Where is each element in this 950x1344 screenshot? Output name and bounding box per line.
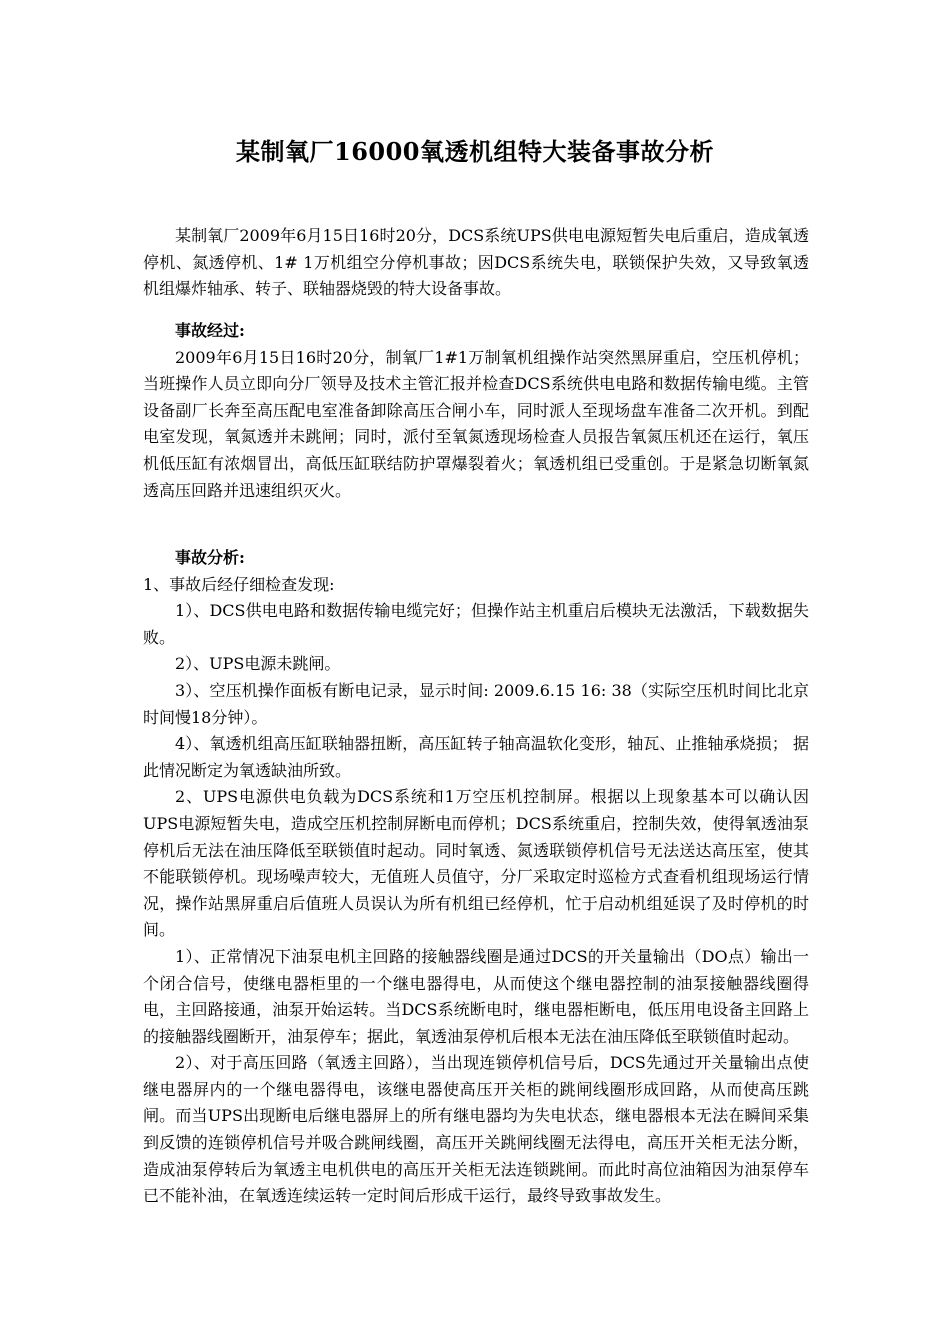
analysis-paragraph: 2、UPS电源供电负载为DCS系统和1万空压机控制屏。根据以上现象基本可以确认因UPS电源短暂失电，造成空压机控制屏断电而停机；DCS系统重启，控制失效，使得氧透油泵停机后无法在油压降低至联锁值时起动。同时氧透、氮透联锁停机信号无法送达高压室，使其不能联锁停机。现场噪声较大，无值班人员值守，分厂采取定时巡检方式查看机组现场运行情况，操作站黑屏重启后值班人员误认为所有机组已经停机，忙于启动机组延误了及时停机的时间。 <box>143 787 809 940</box>
analysis-paragraph: 2）、对于高压回路（氧透主回路），当出现连锁停机信号后，DCS先通过开关量输出点使继电器屏内的一个继电器得电，该继电器使高压开关柜的跳闸线圈形成回路，从而使高压跳闸。而当UPS出现断电后继电器屏上的所有继电器均为失电状态，继电器根本无法在瞬间采集到反馈的连锁停机信号并吸合跳闸线圈，高压开关跳闸线圈无法得电，高压开关柜无法分断，造成油泵停转后为氧透主电机供电的高压开关柜无法连锁跳闸。而此时高位油箱因为油泵停车已不能补油，在氧透连续运转一定时间后形成干运行，最终导致事故发生。 <box>143 1053 809 1206</box>
intro-paragraph: 某制氧厂2009年6月15日16时20分，DCS系统UPS供电电源短暂失电后重启，造成氧透停机、氮透停机、1# 1万机组空分停机事故；因DCS系统失电，联锁保护失效，又导致氧透机组爆炸轴承、转子、联轴器烧毁的特大设备事故。 <box>143 226 809 299</box>
incident-process-paragraph: 2009年6月15日16时20分，制氧厂1#1万制氧机组操作站突然黑屏重启，空压机停机；当班操作人员立即向分厂领导及技术主管汇报并检查DCS系统供电电路和数据传输电缆。主管设备副厂长奔至高压配电室准备卸除高压合闸小车，同时派人至现场盘车准备二次开机。到配电室发现，氧氮透并未跳闸；同时，派付至氧氮透现场检查人员报告氧氮压机还在运行，氧压机低压缸有浓烟冒出，高低压缸联结防护罩爆裂着火；氧透机组已受重创。于是紧急切断氧氮透高压回路并迅速组织灭火。 <box>143 347 809 500</box>
analysis-paragraph: 2）、UPS电源未跳闸。 <box>175 654 341 674</box>
document-title: 某制氧厂16000氧透机组特大装备事故分析 <box>236 137 714 166</box>
analysis-paragraph: 4）、氧透机组高压缸联轴器扭断，高压缸转子轴高温软化变形，轴瓦、止推轴承烧损； 据此情况断定为氧透缺油所致。 <box>143 734 809 780</box>
incident-process-section <box>143 318 809 504</box>
intro-section <box>143 223 809 303</box>
analysis-paragraph: 3）、空压机操作面板有断电记录，显示时间: 2009.6.15 16: 38（实际空压机时间比北京时间慢18分钟）。 <box>143 680 809 727</box>
section-heading: 事故分析: <box>175 548 245 567</box>
analysis-paragraph: 1）、正常情况下油泵电机主回路的接触器线圈是通过DCS的开关量输出（DO点）输出一个闭合信号，使继电器柜里的一个继电器得电，从而使这个继电器控制的油泵接触器线圈得电，主回路接通，油泵开始运转。当DCS系统断电时，继电器柜断电，低压用电设备主回路上的接触器线圈断开，油泵停车；据此，氧透油泵停机后根本无法在油压降低至联锁值时起动。 <box>143 946 809 1046</box>
analysis-paragraph: 1、事故后经仔细检查发现: <box>143 574 335 594</box>
analysis-paragraph: 1）、DCS供电电路和数据传输电缆完好；但操作站主机重启后模块无法激活，下载数据失败。 <box>143 601 809 647</box>
incident-analysis-section <box>143 545 809 1210</box>
section-heading: 事故经过: <box>175 321 245 340</box>
